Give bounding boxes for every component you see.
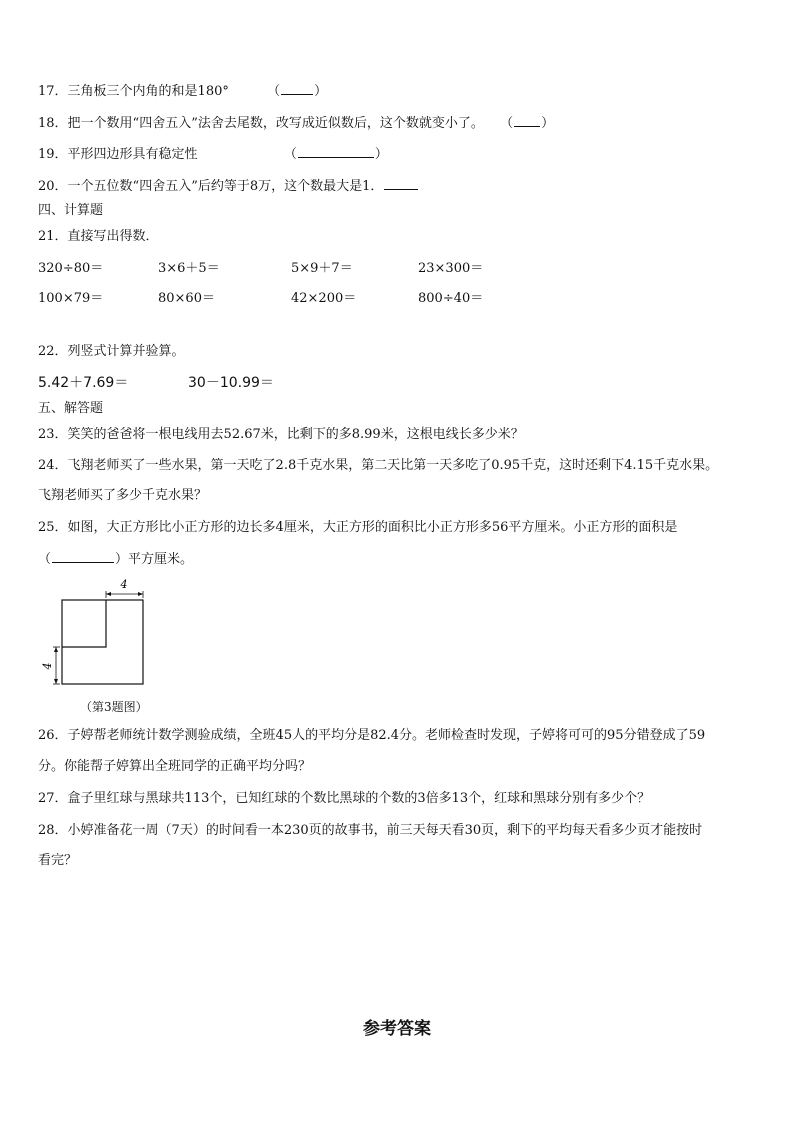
question-28-line-1: 28．小婷准备花一周（7天）的时间看一本230页的故事书，前三天每天看30页，剩下的平均每天看多少页才能按时 xyxy=(38,823,703,838)
question-21: 21．直接写出得数． xyxy=(38,229,159,244)
answer-blank[interactable] xyxy=(298,145,374,158)
question-18 xyxy=(38,114,554,133)
answer-blank[interactable] xyxy=(384,177,418,190)
expression-2: 30－10.99＝ xyxy=(188,375,274,391)
expression-1: 5.42＋7.69＝ xyxy=(38,375,129,391)
section-heading-calculation: 四、计算题 xyxy=(38,203,104,218)
question-text: 19．平形四边形具有稳定性 xyxy=(38,147,198,162)
answer-blank[interactable] xyxy=(52,550,114,563)
question-24-line-2: 飞翔老师买了多少千克水果？ xyxy=(38,488,208,503)
calc-item: 100×79＝ xyxy=(38,291,104,306)
dimension-label-top: 4 xyxy=(120,578,128,591)
question-25-line-1: 25．如图，大正方形比小正方形的边长多4厘米，大正方形的面积比小正方形多56平方厘米。小正方形的面积是 xyxy=(38,520,678,535)
question-text: 20．一个五位数“四舍五入”后约等于8万，这个数最大是1． xyxy=(38,179,384,194)
question-20 xyxy=(38,177,419,196)
question-17 xyxy=(38,82,327,101)
large-square xyxy=(62,600,143,684)
question-23: 23．笑笑的爸爸将一根电线用去52.67米，比剩下的多8.99米，这根电线长多少米？ xyxy=(38,427,524,442)
calc-item: 3×6＋5＝ xyxy=(158,261,220,276)
paren-open: （ xyxy=(267,84,281,99)
section-heading-word-problems: 五、解答题 xyxy=(38,401,104,416)
figure-caption: （第3题图） xyxy=(80,700,148,714)
paren-close: ） xyxy=(541,116,555,131)
calc-item: 80×60＝ xyxy=(158,291,215,306)
paren-open: （ xyxy=(38,552,52,567)
calc-item: 5×9＋7＝ xyxy=(291,261,353,276)
answer-section-title: 参考答案 xyxy=(363,1019,431,1039)
calc-item: 42×200＝ xyxy=(291,291,357,306)
question-26-line-2: 分。你能帮子婷算出全班同学的正确平均分吗？ xyxy=(38,759,312,774)
calc-item: 800÷40＝ xyxy=(418,291,484,306)
question-24-line-1: 24．飞翔老师买了一些水果，第一天吃了2.8千克水果，第二天比第一天多吃了0.95千克，这时还剩下4.15千克水果。 xyxy=(38,458,719,473)
dimension-label-left: 4 xyxy=(41,662,54,670)
paren-close: ） xyxy=(374,147,388,162)
square-figure xyxy=(38,574,154,692)
question-26-line-1: 26．子婷帮老师统计数学测验成绩，全班45人的平均分是82.4分。老师检查时发现，子婷将可可的95分错登成了59 xyxy=(38,728,706,743)
paren-open: （ xyxy=(283,147,297,162)
answer-blank[interactable] xyxy=(514,114,540,127)
question-27: 27．盒子里红球与黑球共113个，已知红球的个数比黑球的个数的3倍多13个，红球和黑球分别有多少个？ xyxy=(38,791,651,806)
answer-blank[interactable] xyxy=(281,82,313,95)
calc-item: 320÷80＝ xyxy=(38,261,104,276)
question-25-line-2 xyxy=(38,550,193,569)
paren-close: ）平方厘米。 xyxy=(115,552,194,567)
question-28-line-2: 看完？ xyxy=(38,853,78,868)
question-22: 22．列竖式计算并验算。 xyxy=(38,344,185,359)
question-text: 17．三角板三个内角的和是180° xyxy=(38,84,229,99)
small-square-edge xyxy=(62,600,106,647)
question-text: 18．把一个数用“四舍五入”法舍去尾数，改写成近似数后，这个数就变小了。 xyxy=(38,116,484,131)
calc-item: 23×300＝ xyxy=(418,261,484,276)
question-19 xyxy=(38,145,388,164)
paren-open: （ xyxy=(500,116,514,131)
paren-close: ） xyxy=(314,84,328,99)
